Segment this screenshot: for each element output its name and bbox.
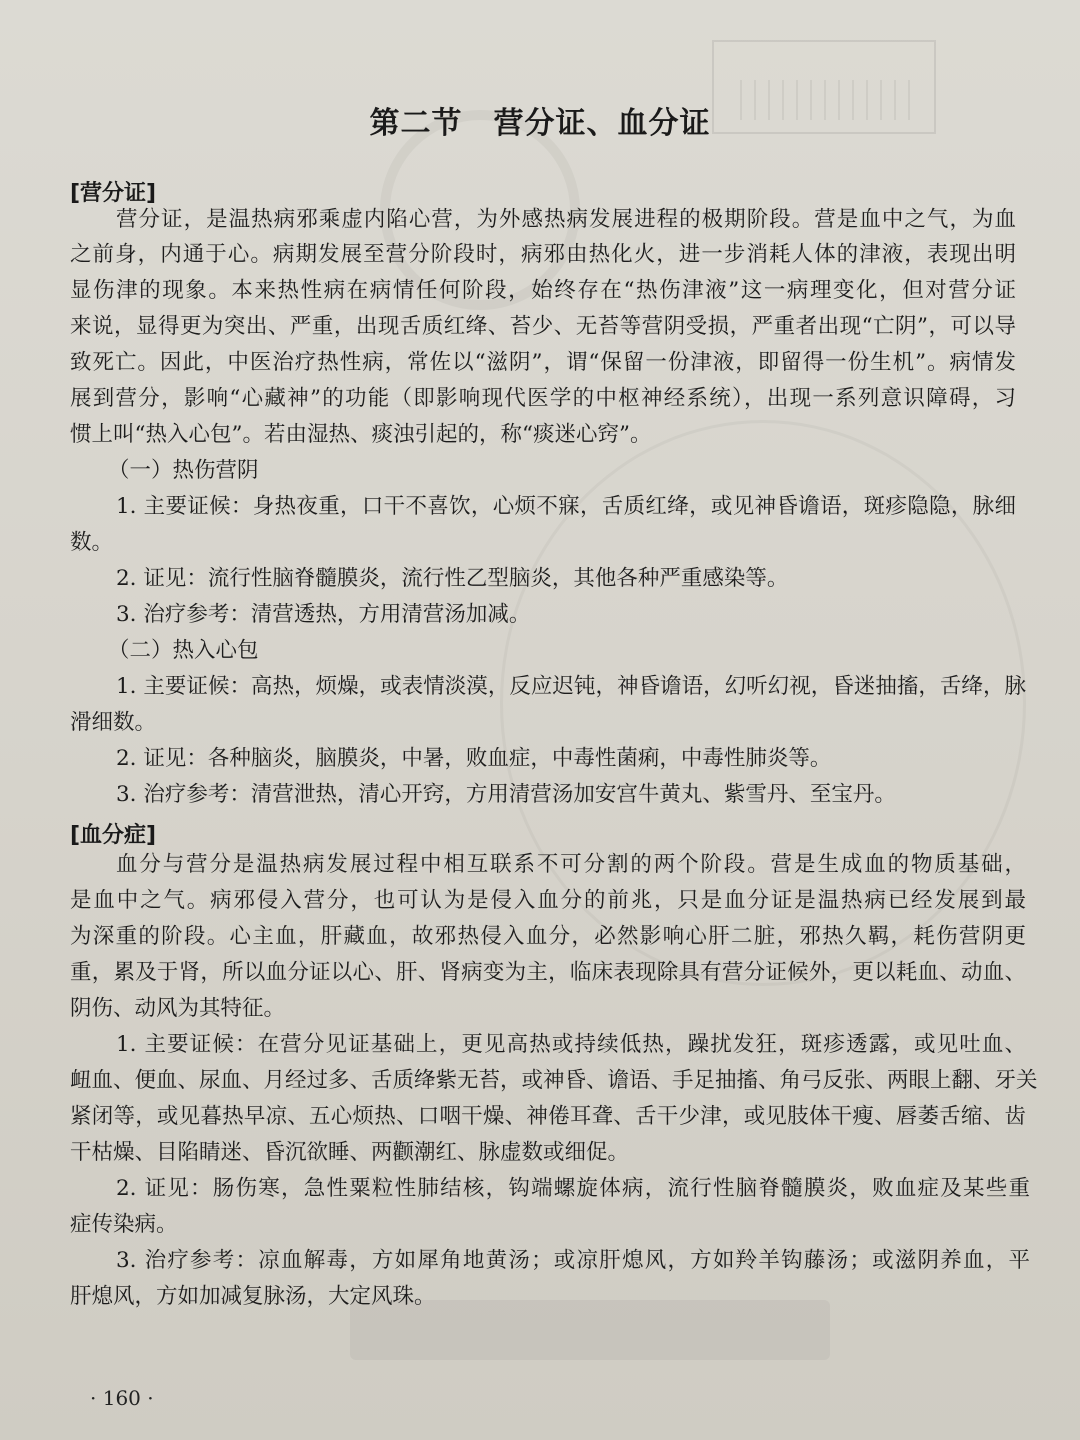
text-line: 症传染病。 xyxy=(70,1212,178,1237)
text-line: 展到营分，影响“心藏神”的功能（即影响现代医学的中枢神经系统），出现一系列意识障碍，习 xyxy=(70,386,1016,411)
text-line: 1. 主要证候：身热夜重，口干不喜饮，心烦不寐，舌质红绛，或见神昏谵语，斑疹隐隐，脉细 xyxy=(116,494,1016,519)
text-line: 3. 治疗参考：凉血解毒，方如犀角地黄汤；或凉肝熄风，方如羚羊钩藤汤；或滋阴养血，平 xyxy=(116,1248,1030,1273)
text-line: 之前身，内通于心。病期发展至营分阶段时，病邪由热化火，进一步消耗人体的津液，表现出明 xyxy=(70,242,1016,267)
text-line: 是血中之气。病邪侵入营分，也可认为是侵入血分的前兆，只是血分证是温热病已经发展到最 xyxy=(70,888,1026,913)
text-line: 血分与营分是温热病发展过程中相互联系不可分割的两个阶段。营是生成血的物质基础， xyxy=(116,852,1026,877)
text-line: 重，累及于肾，所以血分证以心、肝、肾病变为主，临床表现除具有营分证候外，更以耗血、动血、 xyxy=(70,960,1026,985)
text-line: 来说，显得更为突出、严重，出现舌质红绛、苔少、无苔等营阴受损，严重者出现“亡阴”，可以导 xyxy=(70,314,1016,339)
text-line: 阴伤、动风为其特征。 xyxy=(70,996,286,1021)
text-line: 肝熄风，方如加减复脉汤，大定风珠。 xyxy=(70,1284,436,1309)
text-line: 3. 治疗参考：清营泄热，清心开窍，方用清营汤加安宫牛黄丸、紫雪丹、至宝丹。 xyxy=(116,782,896,807)
text-line: 致死亡。因此，中医治疗热性病，常佐以“滋阴”，谓“保留一份津液，即留得一份生机”。病情发 xyxy=(70,350,1016,375)
section-heading-ying: [营分证] xyxy=(70,181,157,206)
text-line: 1. 主要证候：高热，烦燥，或表情淡漠，反应迟钝，神昏谵语，幻听幻视，昏迷抽搐，舌绛，脉 xyxy=(116,674,1026,699)
page-number: · 160 · xyxy=(90,1386,154,1410)
text-line: 滑细数。 xyxy=(70,710,157,735)
text-line: 干枯燥、目陷睛迷、昏沉欲睡、两颧潮红、脉虚数或细促。 xyxy=(70,1140,630,1165)
section-heading-xue: [血分症] xyxy=(70,823,157,848)
text-line: 衄血、便血、尿血、月经过多、舌质绛紫无苔，或神昏、谵语、手足抽搐、角弓反张、两眼上翻、牙关 xyxy=(70,1068,1038,1093)
chapter-title: 第二节 营分证、血分证 xyxy=(369,106,711,141)
subsection-heading: （一）热伤营阴 xyxy=(108,458,259,483)
show-through-mark xyxy=(350,1300,830,1360)
text-line: 营分证，是温热病邪乘虚内陷心营，为外感热病发展进程的极期阶段。营是血中之气，为血 xyxy=(116,207,1016,232)
text-line: 为深重的阶段。心主血，肝藏血，故邪热侵入血分，必然影响心肝二脏，邪热久羁，耗伤营阴更 xyxy=(70,924,1026,949)
text-line: 显伤津的现象。本来热性病在病情任何阶段，始终存在“热伤津液”这一病理变化，但对营分证 xyxy=(70,278,1016,303)
subsection-heading: （二）热入心包 xyxy=(108,638,259,663)
text-line: 数。 xyxy=(70,530,114,555)
text-line: 2. 证见：肠伤寒，急性粟粒性肺结核，钩端螺旋体病，流行性脑脊髓膜炎，败血症及某些重 xyxy=(116,1176,1030,1201)
text-line: 1. 主要证候：在营分见证基础上，更见高热或持续低热，躁扰发狂，斑疹透露，或见吐血、 xyxy=(116,1032,1026,1057)
text-line: 2. 证见：各种脑炎，脑膜炎，中暑，败血症，中毒性菌痢，中毒性肺炎等。 xyxy=(116,746,832,771)
text-line: 2. 证见：流行性脑脊髓膜炎，流行性乙型脑炎，其他各种严重感染等。 xyxy=(116,566,789,591)
text-line: 3. 治疗参考：清营透热，方用清营汤加减。 xyxy=(116,602,531,627)
text-line: 惯上叫“热入心包”。若由湿热、痰浊引起的，称“痰迷心窍”。 xyxy=(70,422,652,447)
text-line: 紧闭等，或见暮热早凉、五心烦热、口咽干燥、神倦耳聋、舌干少津，或见肢体干瘦、唇萎舌缩、齿 xyxy=(70,1104,1026,1129)
